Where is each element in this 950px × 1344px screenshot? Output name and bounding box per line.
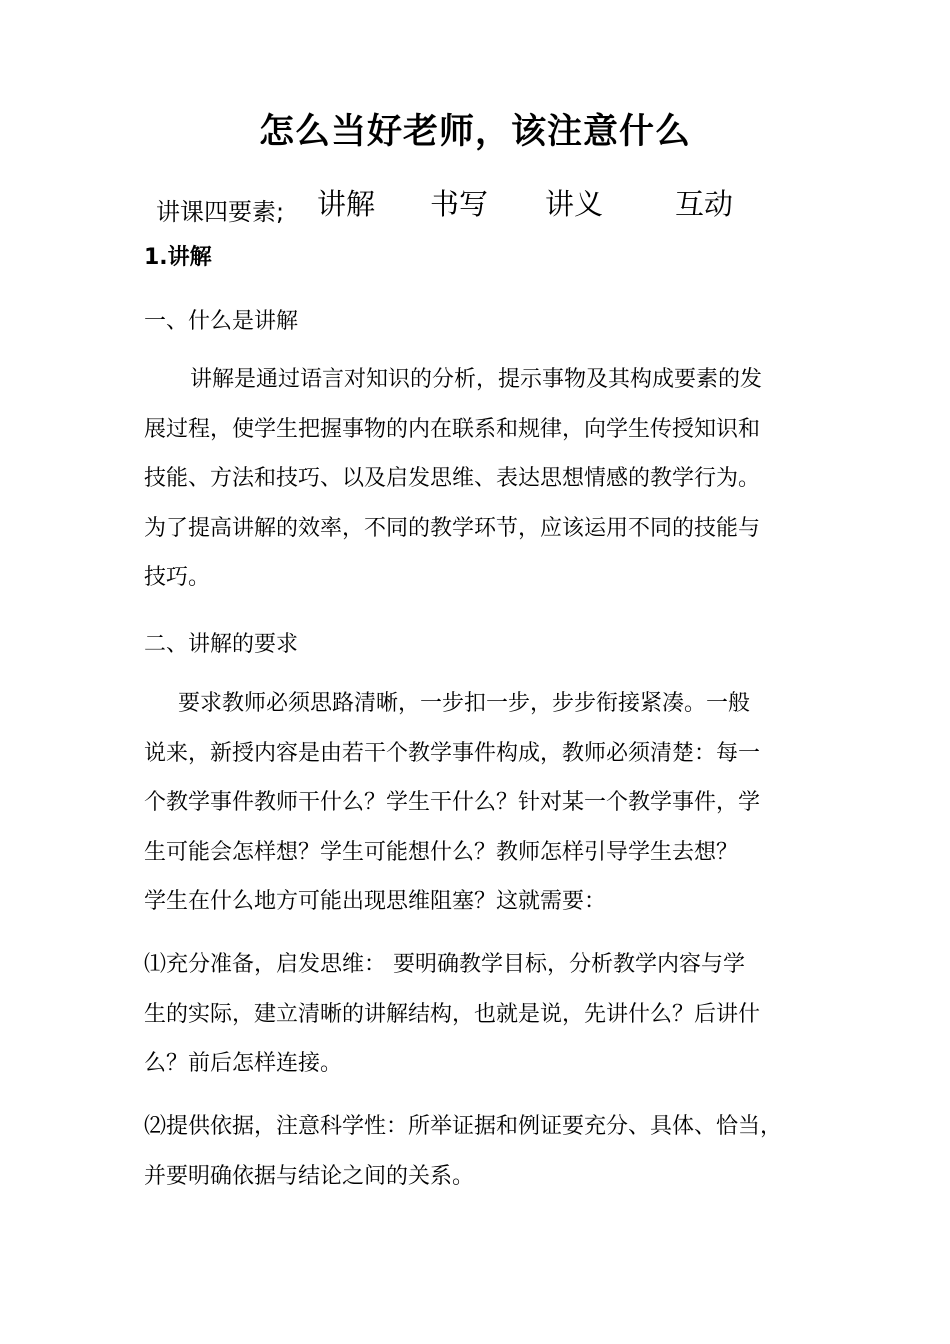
paragraph-line: 说来，新授内容是由若干个教学事件构成，教师必须清楚：每一: [144, 740, 761, 766]
requirement-item-2: [144, 1102, 812, 1201]
paragraph-line: ⑴充分准备，启发思维： 要明确教学目标，分析教学内容与学: [144, 952, 745, 977]
paragraph-definition: [144, 355, 812, 603]
paragraph-line: 个教学事件教师干什么？学生干什么？针对某一个教学事件，学: [144, 790, 761, 815]
paragraph-line: 展过程，使学生把握事物的内在联系和规律，向学生传授知识和: [144, 416, 761, 442]
paragraph-line: 生可能会怎样想？学生可能想什么？教师怎样引导学生去想？: [144, 839, 739, 865]
paragraph-line: 讲解是通过语言对知识的分析，提示事物及其构成要素的发: [190, 367, 763, 392]
subsection-heading-what-is: 一、什么是讲解: [144, 309, 299, 334]
paragraph-line: 为了提高讲解的效率，不同的教学环节，应该运用不同的技能与: [144, 515, 761, 541]
subsection-heading-requirements: 二、讲解的要求: [144, 632, 299, 657]
element-explain: 讲解: [317, 187, 376, 221]
paragraph-line: 么？前后怎样连接。: [144, 1051, 343, 1076]
element-handout: 讲义: [545, 187, 604, 221]
paragraph-line: ⑵提供依据，注意科学性：所举证据和例证要充分、具体、恰当，: [144, 1114, 783, 1139]
paragraph-line: 技能、方法和技巧、以及启发思维、表达思想情感的教学行为。: [144, 466, 761, 491]
section-title: 1.讲解: [144, 245, 212, 270]
lecture-elements-row: [0, 180, 950, 230]
element-writing: 书写: [430, 187, 489, 221]
requirement-item-1: [144, 940, 812, 1089]
document-title: 怎么当好老师，该注意什么: [258, 112, 691, 152]
paragraph-requirements-intro: [144, 679, 812, 927]
paragraph-line: 技巧。: [144, 565, 211, 590]
elements-lead-label: 讲课四要素;: [156, 198, 285, 226]
paragraph-line: 要求教师必须思路清晰，一步扣一步，步步衔接紧凑。一般: [178, 691, 751, 716]
paragraph-line: 学生在什么地方可能出现思维阻塞？这就需要：: [144, 889, 607, 914]
paragraph-line: 生的实际，建立清晰的讲解结构，也就是说，先讲什么？后讲什: [144, 1001, 761, 1027]
paragraph-line: 并要明确依据与结论之间的关系。: [144, 1163, 475, 1189]
element-interaction: 互动: [675, 187, 734, 221]
